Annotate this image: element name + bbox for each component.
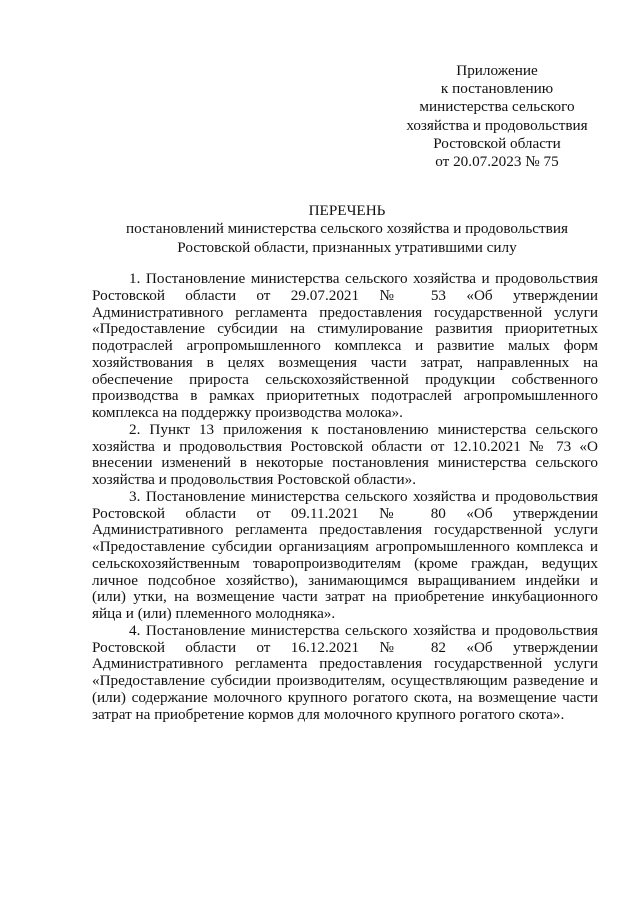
appendix-line: Приложение: [456, 62, 538, 79]
document-subtitle-line: постановлений министерства сельского хозяйства и продовольствия: [126, 220, 568, 238]
list-item: 1. Постановление министерства сельского хозяйства и продовольствия Ростовской области от 29.07.2021 № 53 «Об утверждении Административного регламента предоставления государственной услуги «Предоставление субсидии на стимулирование развития приоритетных подотраслей агропромышленного комплекса и развитие малых форм хозяйствования в целях возмещения части затрат, направленных на обеспечение прироста сельскохозяйственной продукции собственного производства в рамках приоритетных подотраслей агропромышленного комплекса на поддержку производства молока».: [92, 270, 598, 421]
document-body: [92, 271, 598, 723]
appendix-header: [392, 62, 602, 171]
document-subtitle-line: Ростовской области, признанных утратившими силу: [177, 238, 517, 256]
appendix-line: от 20.07.2023 № 75: [435, 153, 559, 171]
appendix-line: Ростовской области: [433, 134, 561, 152]
document-title: ПЕРЕЧЕНЬ: [308, 202, 386, 219]
appendix-line: к постановлению: [440, 80, 554, 98]
list-item: 2. Пункт 13 приложения к постановлению министерства сельского хозяйства и продовольствия Ростовской области от 12.10.2021 № 73 «О внесении изменений в некоторые постановления министерства сельского хозяйства и продовольствия Ростовской области».: [92, 420, 598, 488]
appendix-line: хозяйства и продовольствия: [406, 116, 588, 134]
list-item: 4. Постановление министерства сельского хозяйства и продовольствия Ростовской области от 16.12.2021 № 82 «Об утверждении Административного регламента предоставления государственной услуги «Предоставление субсидии производителям, осуществляющим разведение и (или) содержание молочного крупного рогатого скота, на возмещение части затрат на приобретение кормов для молочного крупного рогатого скота».: [92, 621, 598, 723]
appendix-line: министерства сельского: [419, 98, 575, 116]
list-item: 3. Постановление министерства сельского хозяйства и продовольствия Ростовской области от 09.11.2021 № 80 «Об утверждении Административного регламента предоставления государственной услуги «Предоставление субсидии организациям агропромышленного комплекса и сельскохозяйственным товаропроизводителям (кроме граждан, ведущих личное подсобное хозяйство), занимающимся выращиванием индейки и (или) утки, на возмещение части затрат на приобретение инкубационного яйца и (или) племенного молодняка».: [92, 487, 598, 622]
document-heading: [92, 202, 602, 257]
